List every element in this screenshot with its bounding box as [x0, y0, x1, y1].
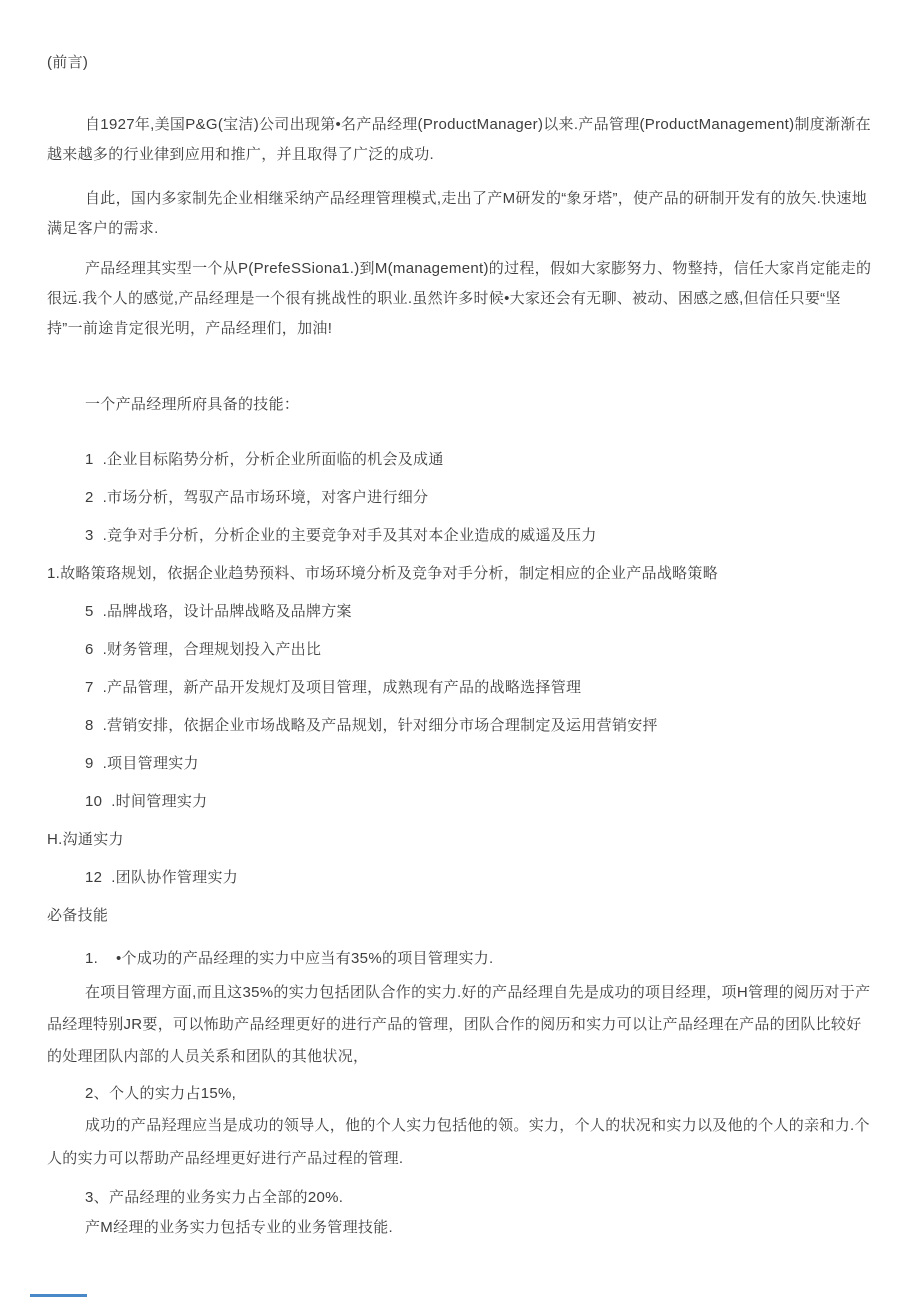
skill-item: 7 .产品管理，新产品开发规灯及项目管理，成熟现有产品的战略选择管理 — [85, 679, 582, 696]
point-1-heading: 1. •个成功的产品经理的实力中应当有35%的项目管理实力. — [85, 950, 494, 967]
skill-item: 5 .品牌战珞，设计品牌战略及品牌方案 — [85, 603, 352, 620]
skill-item: H.沟通实力 — [47, 831, 124, 848]
skill-item: 6 .财务管理，合理规划投入产出比 — [85, 641, 322, 658]
point-2-body: 成功的产品羟理应当是成功的领导人，他的个人实力包括他的领。实力，个人的状况和实力以及他的个人的亲和力.个人的实力可以帮助产品经埋更好进行产品过程的管理. — [47, 1117, 870, 1167]
skill-item: 10 .时间管理实力 — [85, 793, 208, 810]
intro-paragraph-3: 产品经理其实型一个从P(PrefeSSiona1.)到M(management)的过程，假如大家膨努力、物整持，信任大家肖定能走的很远.我个人的感觉,产品经理是一个很有挑战性的职业.虽然许多时候•大家还会有无聊、被动、困感之感,但信任只要“坚持”一前途肯定很光明，产品经理们，加油! — [47, 260, 872, 337]
skill-item: 1 .企业目标陷势分析，分析企业所面临的机会及成通 — [85, 451, 444, 468]
skill-item: 3 .竞争对手分析，分析企业的主要竞争对手及其对本企业造成的威遥及压力 — [85, 527, 597, 544]
point-1-body: 在项目管理方面,而且这35%的实力包括团队合作的实力.好的产品经理自先是成功的项目经理，项H管理的阅历对于产品经理特别JR要，可以怖助产品经理更好的进行产品的管理，团队合作的阅历和实力可以让产品经理在产品的团队比较好的处理团队内部的人员关系和团队的其他状况， — [47, 984, 871, 1065]
intro-paragraph-2: 自此，国内多家制先企业相继采纳产品经理管理模式,走出了产M研发的“象牙塔”，使产品的研制开发有的放矢.快速地满足客户的需求. — [47, 190, 868, 237]
skill-item: 9 .项目管理实力 — [85, 755, 199, 772]
preface-label: (前言) — [47, 54, 89, 71]
page-bottom-accent-line — [30, 1294, 87, 1297]
point-3-heading: 3、产品经理的业务实力占全部的20%. — [85, 1189, 344, 1206]
skill-item: 12 .团队协作管理实力 — [85, 869, 239, 886]
skill-item: 8 .营销安排，依据企业市场战略及产品规划，针对细分市场合理制定及运用营销安抨 — [85, 717, 658, 734]
point-3-body: 产M经理的业务实力包括专业的业务管理技能. — [85, 1219, 393, 1236]
skill-item: 2 .市场分析，驾驭产品市场环境，对客户进行细分 — [85, 489, 429, 506]
required-skills-heading: 必备技能 — [47, 907, 109, 924]
skill-item: 1.故略策珞规划，依据企业趋势预料、市场环境分析及竞争对手分析，制定相应的企业产品战略策略 — [47, 565, 719, 582]
skills-list — [47, 445, 873, 893]
skills-heading: 一个产品经理所府具备的技能： — [85, 396, 300, 413]
point-2-heading: 2、个人的实力占15%, — [85, 1085, 237, 1102]
intro-paragraph-1: 自1927年,美国P&G(宝洁)公司出现第•名产品经理(ProductManager)以来.产品管理(ProductManagement)制度渐渐在越来越多的行业律到应用和推广，并且取得了广泛的成功. — [47, 116, 871, 163]
